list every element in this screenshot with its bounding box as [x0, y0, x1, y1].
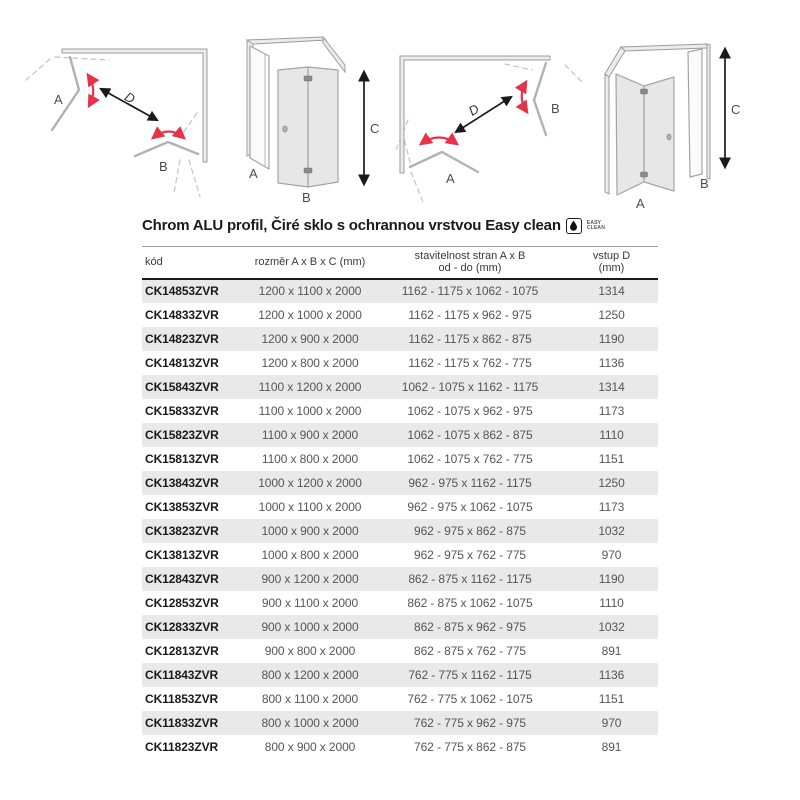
adjustability-range-cell: 1162 - 1175 x 1062 - 1075 [401, 284, 539, 298]
product-code-cell: CK14823ZVR [145, 331, 219, 346]
entry-width-cell: 1151 [598, 691, 625, 706]
spec-table [142, 246, 658, 759]
dimension-arrow-d [456, 97, 511, 132]
dimensions-cell: 1000 x 900 x 2000 [261, 523, 359, 538]
adjustability-range-cell: 962 - 975 x 762 - 775 [414, 547, 526, 562]
label-a: A [249, 166, 258, 181]
label-a: A [636, 196, 645, 211]
product-code-cell: CK15813ZVR [145, 451, 219, 466]
table-row [142, 279, 658, 303]
product-code-cell: CK11853ZVR [145, 691, 219, 706]
entry-width-cell: 1314 [598, 284, 625, 298]
entry-width-cell: 891 [601, 739, 622, 754]
table-row [142, 543, 658, 567]
table-row [142, 519, 658, 543]
dimensions-cell: 1100 x 1000 x 2000 [258, 403, 362, 418]
product-code-cell: CK14833ZVR [145, 307, 219, 322]
adjustability-range-cell: 762 - 775 x 1162 - 1175 [408, 667, 532, 682]
label-b: B [700, 176, 709, 191]
adjustability-range-cell: 962 - 975 x 1062 - 1075 [407, 499, 533, 514]
adjustability-range-cell: 1062 - 1075 x 862 - 875 [407, 427, 533, 442]
swing-arrow-a [421, 138, 457, 145]
adjustability-range-cell: 1062 - 1075 x 762 - 775 [407, 451, 533, 466]
adjustability-range-cell: 862 - 875 x 1162 - 1175 [408, 571, 532, 586]
door-b [135, 142, 198, 156]
diagram-top-view-left [20, 20, 220, 210]
label-a: A [54, 92, 63, 107]
label-a: A [446, 171, 455, 186]
product-code-cell: CK13853ZVR [145, 499, 219, 514]
adjustability-range-cell: 962 - 975 x 862 - 875 [414, 523, 526, 538]
label-b: B [551, 101, 560, 116]
table-row [142, 327, 658, 351]
table-row [142, 735, 658, 759]
dimensions-cell: 1100 x 900 x 2000 [261, 427, 359, 442]
table-row [142, 687, 658, 711]
entry-width-cell: 1190 [598, 571, 625, 586]
table-row [142, 639, 658, 663]
product-code-cell: CK12843ZVR [145, 571, 219, 586]
diagram-front-view-right [595, 20, 780, 210]
dimensions-cell: 800 x 1000 x 2000 [261, 715, 359, 730]
product-code-cell: CK15823ZVR [145, 427, 219, 442]
diagram-top-view-right [390, 20, 590, 210]
adjustability-range-cell: 762 - 775 x 962 - 975 [414, 715, 526, 730]
label-d: D [122, 88, 138, 107]
product-code-cell: CK13813ZVR [145, 547, 219, 562]
spec-section [142, 217, 658, 759]
label-b: B [159, 159, 168, 174]
door-handle [283, 126, 287, 132]
product-code-cell: CK12833ZVR [145, 619, 219, 634]
dimensions-cell: 800 x 1200 x 2000 [261, 667, 359, 682]
easy-clean-badge [566, 218, 582, 234]
label-d: D [465, 100, 482, 119]
bifold-door-a [616, 74, 674, 195]
swing-arrow-b [153, 132, 184, 139]
col-header-dimensions: rozměr A x B x C (mm) [245, 247, 375, 279]
door-handle [667, 134, 671, 140]
adjustability-range-cell: 862 - 875 x 1062 - 1075 [407, 595, 533, 610]
dimensions-cell: 800 x 900 x 2000 [264, 739, 356, 754]
table-row [142, 447, 658, 471]
entry-width-cell: 1136 [598, 667, 625, 682]
product-code-cell: CK15843ZVR [145, 379, 219, 394]
table-row [142, 351, 658, 375]
adjustability-range-cell: 862 - 875 x 962 - 975 [414, 619, 526, 634]
label-c: C [731, 102, 741, 117]
table-row [142, 567, 658, 591]
entry-width-cell: 1250 [598, 475, 625, 490]
table-row [142, 591, 658, 615]
diagram-strip [0, 0, 800, 215]
side-panel-b [688, 49, 702, 177]
spec-table-header [142, 247, 658, 279]
entry-width-cell: 1173 [598, 499, 625, 514]
entry-width-cell: 1032 [598, 523, 625, 538]
droplet-icon [569, 220, 578, 231]
entry-width-cell: 1250 [598, 307, 625, 322]
dimensions-cell: 900 x 1100 x 2000 [261, 595, 359, 610]
easy-clean-badge-text: EASY CLEAN [586, 219, 606, 231]
door-a [410, 152, 478, 172]
product-code-cell: CK14813ZVR [145, 355, 219, 370]
product-code-cell: CK13823ZVR [145, 523, 219, 538]
dimensions-cell: 1200 x 900 x 2000 [261, 331, 359, 346]
table-row [142, 471, 658, 495]
adjustability-range-cell: 1062 - 1075 x 962 - 975 [407, 403, 533, 418]
swing-arrow-b [522, 82, 527, 112]
entry-width-cell: 1136 [598, 355, 625, 370]
table-row [142, 711, 658, 735]
adjustability-range-cell: 862 - 875 x 762 - 775 [414, 643, 526, 658]
dimensions-cell: 800 x 1100 x 2000 [261, 691, 359, 706]
dimensions-cell: 1200 x 1100 x 2000 [258, 284, 362, 298]
table-row [142, 303, 658, 327]
entry-width-cell: 1190 [598, 331, 625, 346]
table-row [142, 375, 658, 399]
table-row [142, 423, 658, 447]
product-code-cell: CK12853ZVR [145, 595, 219, 610]
dimensions-cell: 900 x 1000 x 2000 [261, 619, 359, 634]
product-code-cell: CK11823ZVR [145, 739, 219, 754]
table-row [142, 615, 658, 639]
section-title-text: Chrom ALU profil, Čiré sklo s ochrannou vrstvou Easy clean [142, 217, 561, 234]
label-b: B [302, 190, 311, 205]
dimensions-cell: 1200 x 1000 x 2000 [258, 307, 362, 322]
label-c: C [370, 121, 380, 136]
dimensions-cell: 1000 x 1100 x 2000 [258, 499, 362, 514]
product-code-cell: CK14853ZVR [145, 284, 219, 298]
dashed-alternate-positions [25, 57, 200, 197]
entry-width-cell: 1032 [598, 619, 625, 634]
col-header-kod: kód [142, 247, 245, 279]
product-code-cell: CK11843ZVR [145, 667, 219, 682]
adjustability-range-cell: 1062 - 1075 x 1162 - 1175 [401, 379, 539, 394]
dimensions-cell: 1100 x 1200 x 2000 [258, 379, 362, 394]
side-panel-a [250, 46, 269, 169]
entry-width-cell: 970 [601, 715, 622, 730]
adjustability-range-cell: 1162 - 1175 x 862 - 875 [408, 331, 532, 346]
adjustability-range-cell: 762 - 775 x 1062 - 1075 [407, 691, 533, 706]
dimensions-cell: 1100 x 800 x 2000 [261, 451, 359, 466]
dimensions-cell: 1000 x 1200 x 2000 [258, 475, 362, 490]
table-row [142, 495, 658, 519]
product-code-cell: CK13843ZVR [145, 475, 219, 490]
dimensions-cell: 1000 x 800 x 2000 [261, 547, 359, 562]
diagram-front-view-left [230, 20, 390, 210]
product-code-cell: CK15833ZVR [145, 403, 219, 418]
adjustability-range-cell: 762 - 775 x 862 - 875 [414, 739, 526, 754]
product-code-cell: CK12813ZVR [145, 643, 219, 658]
adjustability-range-cell: 1162 - 1175 x 962 - 975 [408, 307, 532, 322]
entry-width-cell: 891 [601, 643, 622, 658]
entry-width-cell: 1314 [598, 379, 625, 394]
section-title [142, 217, 658, 234]
col-header-entry-width: vstup D (mm) [565, 247, 658, 279]
adjustability-range-cell: 1162 - 1175 x 762 - 775 [408, 355, 532, 370]
bifold-door-b [278, 67, 338, 187]
spec-table-body [142, 279, 658, 759]
wall [62, 49, 207, 162]
swing-arrow-a [88, 75, 93, 106]
entry-width-cell: 1110 [599, 595, 624, 610]
entry-width-cell: 970 [601, 547, 622, 562]
table-row [142, 399, 658, 423]
dimensions-cell: 1200 x 800 x 2000 [261, 355, 359, 370]
dimensions-cell: 900 x 800 x 2000 [264, 643, 356, 658]
col-header-adjustability: stavitelnost stran A x B od - do (mm) [375, 247, 565, 279]
entry-width-cell: 1151 [598, 451, 625, 466]
dimensions-cell: 900 x 1200 x 2000 [261, 571, 359, 586]
table-row [142, 663, 658, 687]
product-code-cell: CK11833ZVR [145, 715, 219, 730]
entry-width-cell: 1110 [599, 427, 624, 442]
adjustability-range-cell: 962 - 975 x 1162 - 1175 [408, 475, 532, 490]
door-b [534, 63, 546, 135]
dashed-alternate-positions [396, 64, 583, 202]
entry-width-cell: 1173 [598, 403, 625, 418]
